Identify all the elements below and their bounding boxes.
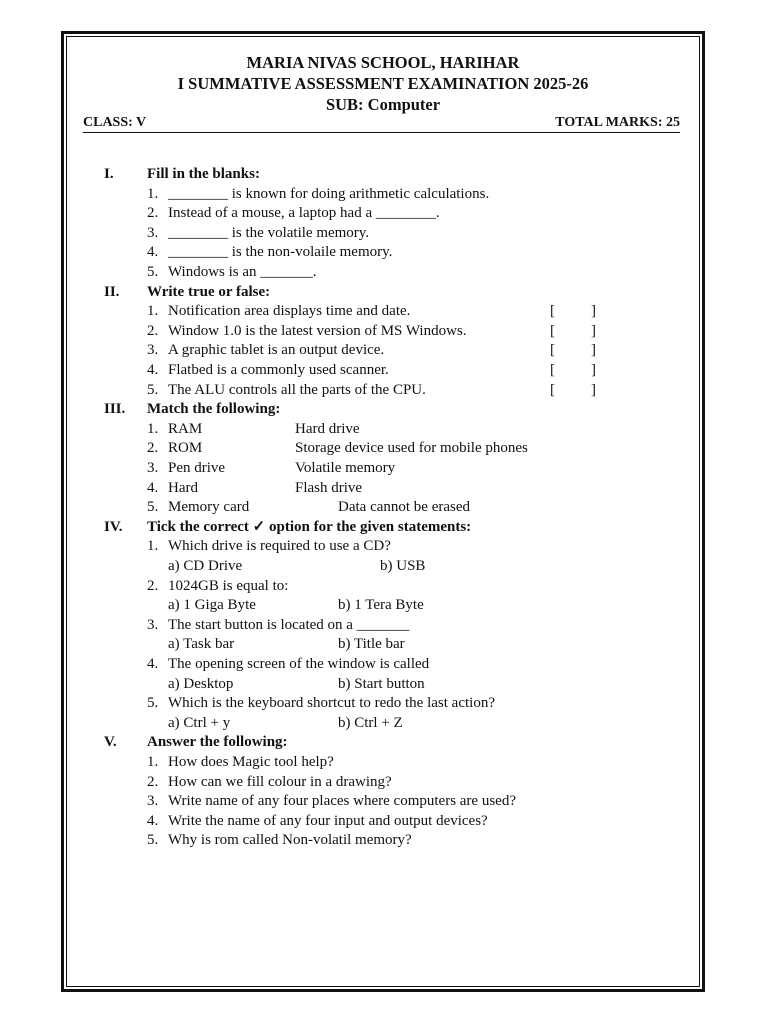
section-number: V. (104, 734, 117, 751)
question-number: 2. (147, 440, 159, 457)
exam-title: I SUMMATIVE ASSESSMENT EXAMINATION 2025-26 (177, 74, 589, 93)
match-right-item: Hard drive (295, 420, 360, 437)
option-b: b) Start button (338, 675, 425, 692)
bracket-open: [ (550, 381, 555, 398)
option-b: b) Title bar (338, 636, 405, 653)
question-number: 4. (147, 244, 159, 261)
section-number: IV. (104, 518, 123, 535)
bracket-close: ] (591, 342, 596, 359)
question-number: 3. (147, 342, 159, 359)
match-right-item: Data cannot be erased (338, 499, 471, 516)
match-left-item: Memory card (168, 499, 250, 516)
question-number: 3. (147, 224, 159, 241)
bracket-close: ] (591, 362, 596, 378)
question-number: 5. (147, 695, 159, 712)
question-number: 1. (147, 303, 159, 320)
question-text: The opening screen of the window is called (168, 656, 430, 672)
question-number: 2. (147, 322, 159, 339)
match-left-item: ROM (168, 440, 203, 457)
question-text: 1024GB is equal to: (168, 577, 289, 594)
option-a: a) Task bar (168, 636, 235, 653)
option-a: a) Desktop (168, 675, 234, 692)
question-text: Which is the keyboard shortcut to redo the last action? (168, 695, 495, 712)
match-left-item: Pen drive (168, 460, 226, 476)
question-number: 4. (147, 812, 159, 829)
question-number: 5. (147, 499, 159, 516)
section-title: Match the following: (147, 401, 281, 418)
question-number: 1. (147, 420, 159, 437)
bracket-open: [ (550, 303, 555, 320)
question-text: Write the name of any four input and output devices? (168, 812, 488, 829)
question-text: Window 1.0 is the latest version of MS Windows. (168, 322, 467, 339)
section-title: Tick the correct ✓ option for the given statements: (147, 518, 472, 535)
match-right-item: Volatile memory (295, 460, 396, 476)
section-title: Fill in the blanks: (147, 166, 260, 182)
answer-bracket (550, 341, 598, 360)
option-a: a) 1 Giga Byte (168, 597, 256, 614)
class-label: CLASS: V (83, 115, 147, 130)
question-text: Flatbed is a commonly used scanner. (168, 362, 389, 378)
bracket-open: [ (550, 362, 555, 378)
option-a: a) CD Drive (168, 558, 243, 574)
match-right-item: Storage device used for mobile phones (295, 440, 528, 457)
question-text: ________ is known for doing arithmetic calculations. (168, 185, 490, 202)
question-text: The start button is located on a _______ (168, 616, 410, 633)
bracket-close: ] (591, 381, 596, 398)
option-a: a) Ctrl + y (168, 714, 231, 731)
question-number: 3. (147, 460, 159, 476)
question-number: 1. (147, 538, 159, 555)
question-number: 5. (147, 381, 159, 398)
question-number: 3. (147, 793, 159, 810)
question-number: 4. (147, 362, 159, 378)
match-left-item: RAM (168, 420, 203, 437)
answer-bracket (550, 361, 598, 380)
question-number: 1. (147, 754, 159, 770)
question-text: Why is rom called Non-volatil memory? (168, 832, 412, 849)
section-number: I. (104, 166, 114, 182)
question-text: The ALU controls all the parts of the CPU. (168, 381, 426, 398)
question-text: Which drive is required to use a CD? (168, 538, 391, 555)
section-number: II. (104, 283, 120, 300)
question-number: 1. (147, 185, 159, 202)
match-left-item: Hard (168, 479, 198, 496)
option-b: b) 1 Tera Byte (338, 597, 424, 614)
question-text: How does Magic tool help? (168, 754, 334, 770)
question-number: 4. (147, 656, 159, 672)
question-text: ________ is the volatile memory. (168, 224, 370, 241)
bracket-close: ] (591, 322, 596, 339)
question-text: Instead of a mouse, a laptop had a ________. (168, 205, 440, 222)
question-number: 5. (147, 832, 159, 849)
question-number: 2. (147, 205, 159, 222)
question-number: 5. (147, 264, 159, 280)
answer-bracket (550, 302, 598, 321)
question-text: How can we fill colour in a drawing? (168, 773, 392, 790)
question-text: A graphic tablet is an output device. (168, 342, 385, 359)
option-b: b) USB (380, 558, 426, 574)
section-title: Answer the following: (147, 734, 288, 751)
question-number: 3. (147, 616, 159, 633)
answer-bracket (550, 322, 598, 341)
section-number: III. (104, 401, 126, 418)
match-right-item: Flash drive (295, 479, 363, 496)
option-b: b) Ctrl + Z (338, 714, 403, 731)
total-marks: TOTAL MARKS: 25 (555, 115, 680, 130)
question-text: Write name of any four places where computers are used? (168, 793, 516, 810)
question-text: ________ is the non-volaile memory. (168, 244, 393, 261)
answer-bracket (550, 381, 598, 400)
school-name: MARIA NIVAS SCHOOL, HARIHAR (246, 53, 520, 72)
bracket-open: [ (550, 322, 555, 339)
bracket-close: ] (591, 303, 596, 320)
question-number: 2. (147, 577, 159, 594)
question-number: 4. (147, 479, 159, 496)
question-text: Notification area displays time and date. (168, 303, 411, 320)
bracket-open: [ (550, 342, 555, 359)
question-number: 2. (147, 773, 159, 790)
subject-line: SUB: Computer (325, 95, 441, 114)
question-text: Windows is an _______. (168, 264, 317, 280)
section-title: Write true or false: (147, 283, 271, 300)
